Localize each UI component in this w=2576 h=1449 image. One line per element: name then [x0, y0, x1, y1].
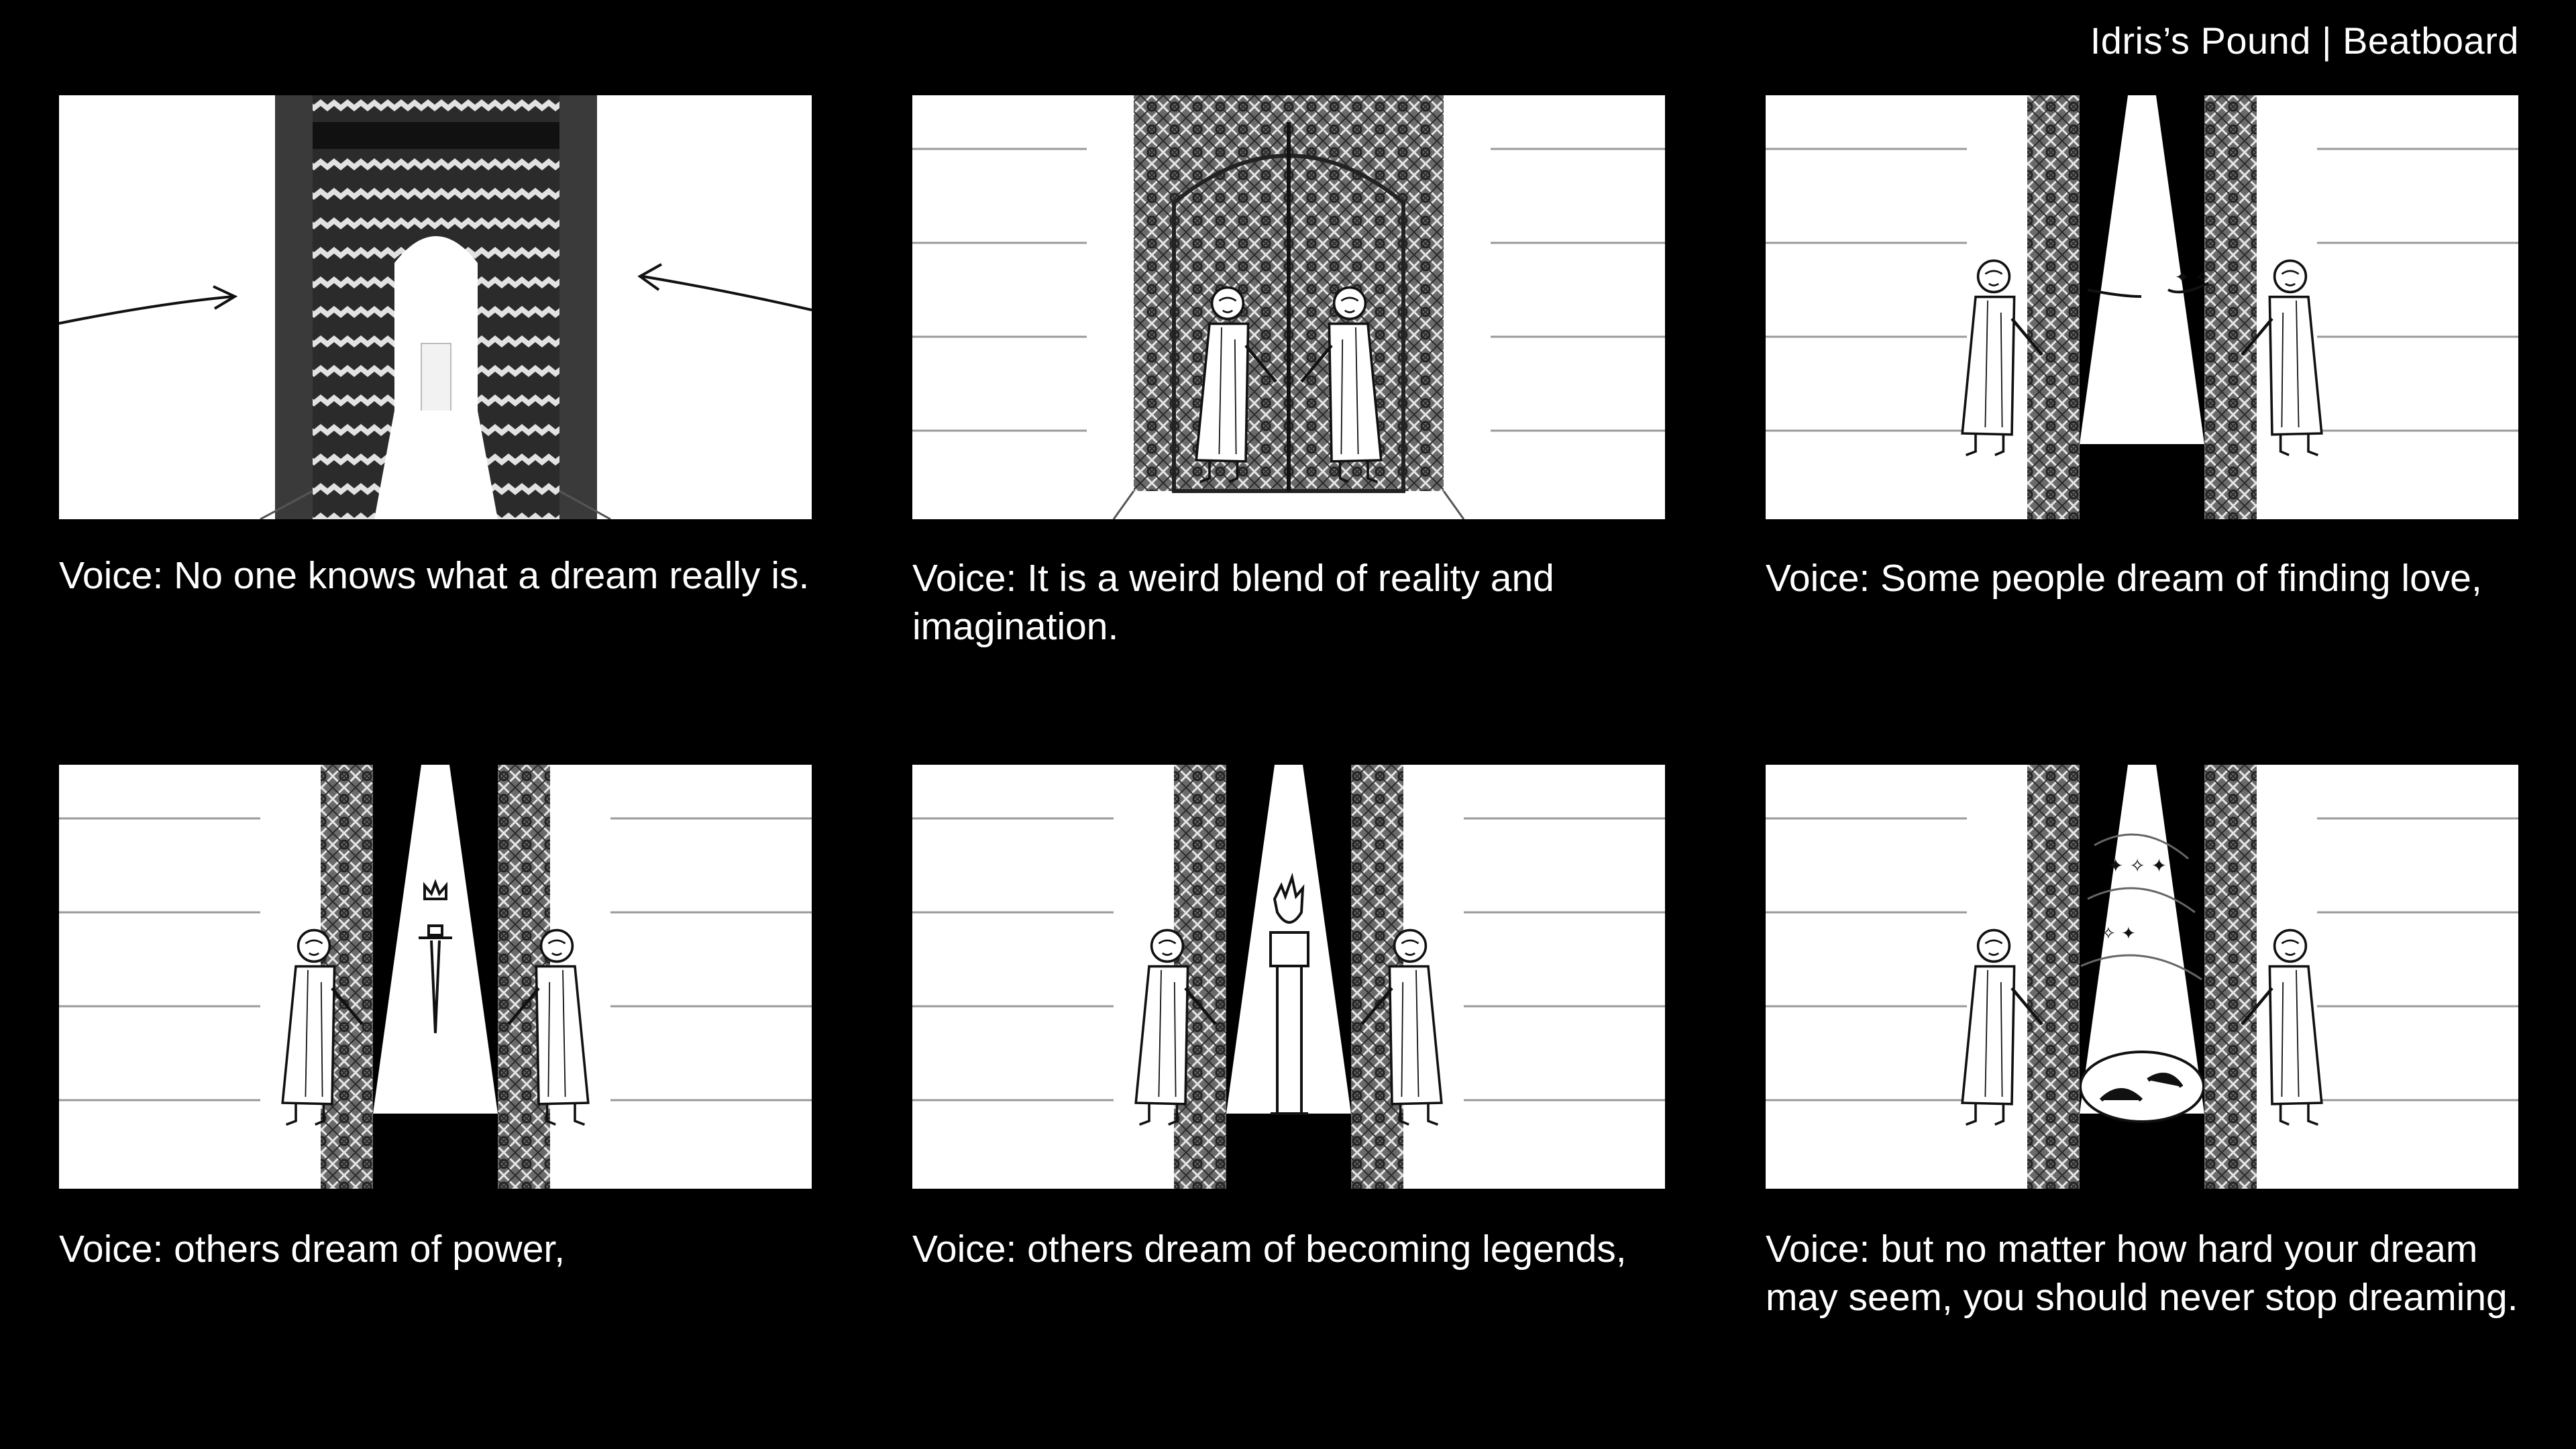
panel-4-drawing: [59, 765, 812, 1189]
svg-text:✧ ✦: ✧ ✦: [2101, 924, 2136, 944]
storyboard-panel-6: [1766, 765, 2518, 1189]
storyboard-panel-1: [59, 95, 812, 519]
panel-2-drawing: [912, 95, 1665, 519]
board-title: Idris’s Pound | Beatboard: [2090, 19, 2519, 62]
svg-text:✦ ✧: ✦ ✧: [2175, 268, 2210, 288]
panel-6-caption: Voice: but no matter how hard your dream may seem, you should never stop dreaming.: [1766, 1228, 2518, 1319]
panel-3-drawing: [1766, 95, 2518, 519]
panel-3-caption: Voice: Some people dream of finding love,: [1766, 557, 2482, 600]
panel-1-caption: Voice: No one knows what a dream really is.: [59, 554, 810, 597]
panel-4-caption: Voice: others dream of power,: [59, 1228, 566, 1271]
storyboard-panel-2: [912, 95, 1665, 519]
panel-1-drawing: [59, 95, 812, 519]
panel-5-drawing: [912, 765, 1665, 1189]
storyboard-panel-4: [59, 765, 812, 1189]
panel-2-caption: Voice: It is a weird blend of reality and imagination.: [912, 557, 1554, 648]
storyboard-panel-5: [912, 765, 1665, 1189]
panel-6-drawing: [1766, 765, 2518, 1189]
svg-text:✦ ✧ ✦: ✦ ✧ ✦: [2108, 855, 2167, 877]
storyboard-panel-3: [1766, 95, 2518, 519]
panel-5-caption: Voice: others dream of becoming legends,: [912, 1228, 1627, 1271]
